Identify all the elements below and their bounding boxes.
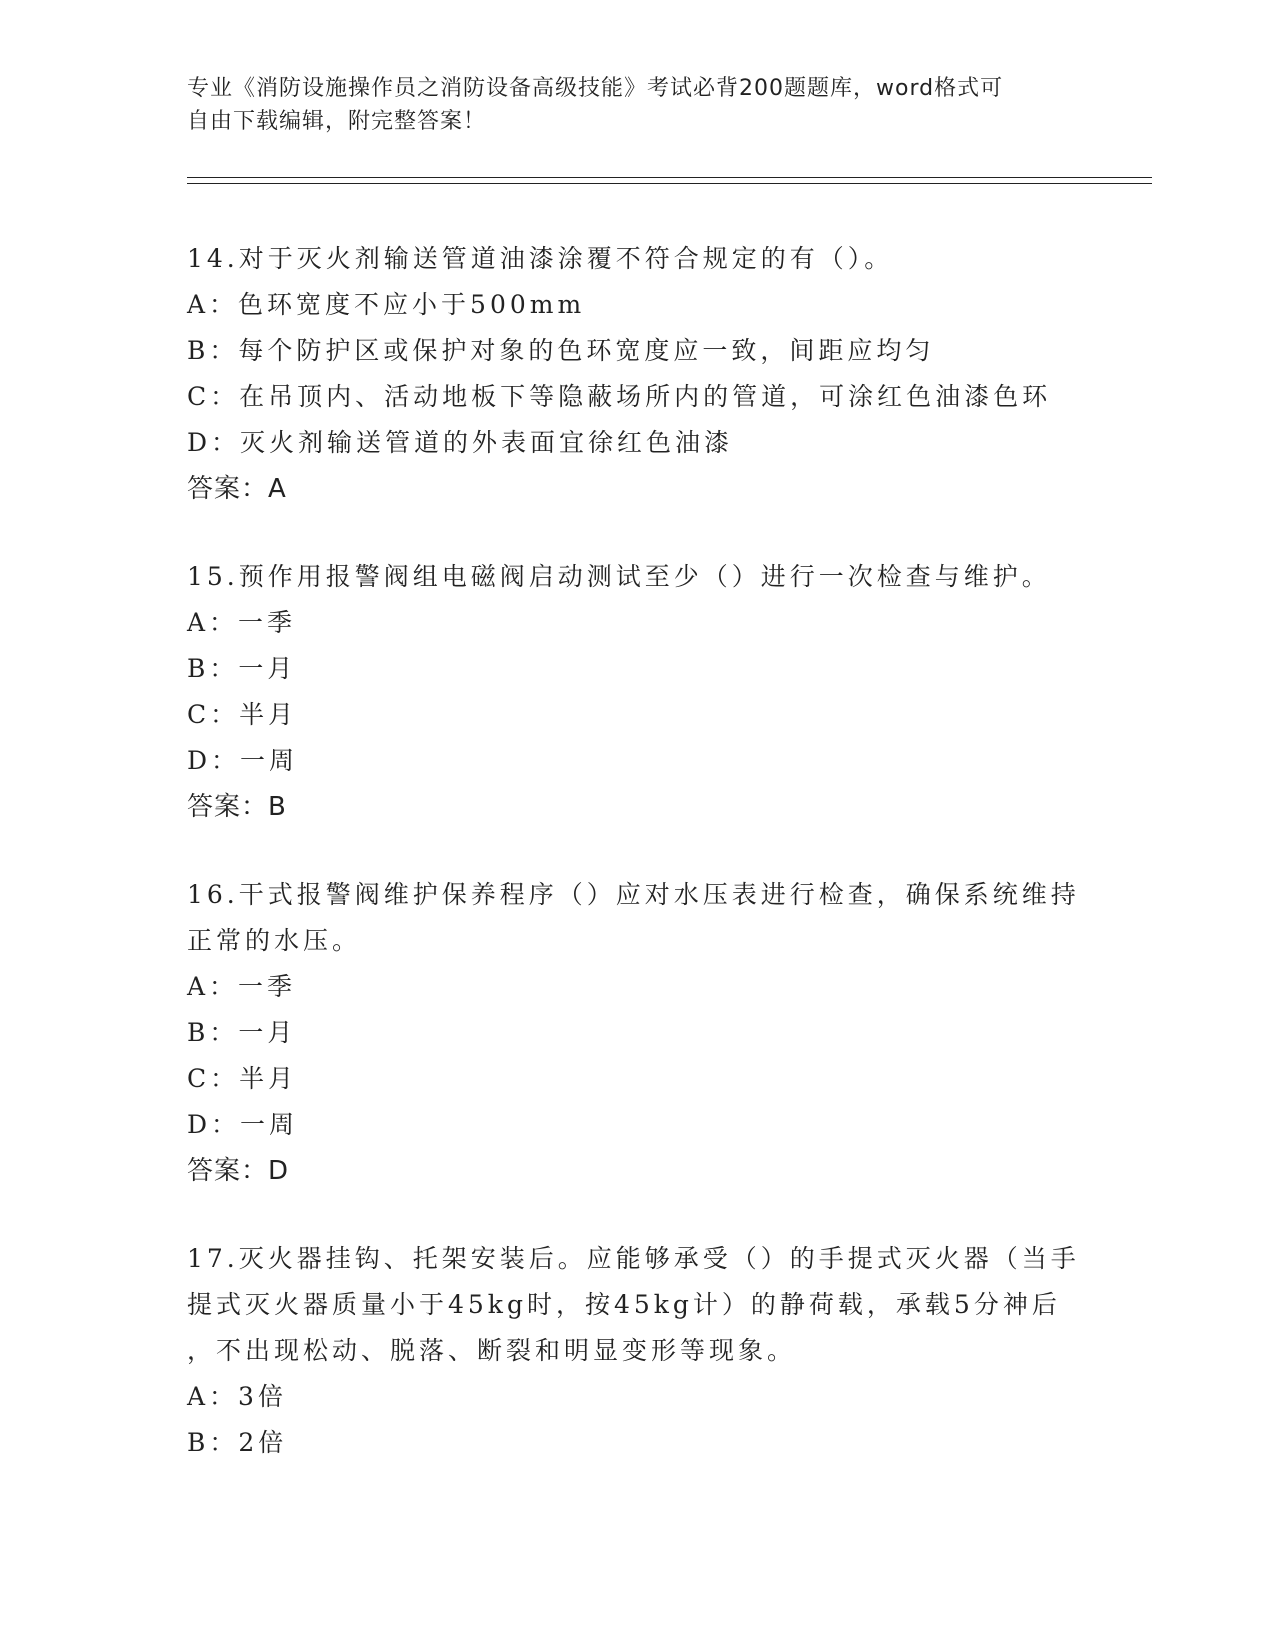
option-a: A：3倍 xyxy=(187,1382,287,1411)
question-stem-line: 正常的水压。 xyxy=(187,926,362,955)
answer: 答案：A xyxy=(187,474,287,504)
question-15 xyxy=(187,554,1087,830)
option-a: A：色环宽度不应小于500mm xyxy=(187,290,586,319)
option-b: B：每个防护区或保护对象的色环宽度应一致，间距应均匀 xyxy=(187,336,935,365)
question-stem-line: 15.预作用报警阀组电磁阀启动测试至少（）进行一次检查与维护。 xyxy=(187,562,1051,591)
option-c: C：在吊顶内、活动地板下等隐蔽场所内的管道，可涂红色油漆色环 xyxy=(187,382,1052,411)
question-list xyxy=(187,236,1087,1508)
option-a: A：一季 xyxy=(187,608,297,637)
document-header xyxy=(187,72,1067,138)
question-stem-line: ，不出现松动、脱落、断裂和明显变形等现象。 xyxy=(187,1336,797,1365)
header-divider-top xyxy=(187,177,1152,178)
question-stem xyxy=(187,872,1087,964)
question-stem xyxy=(187,236,1087,282)
header-line-1: 专业《消防设施操作员之消防设备高级技能》考试必背200题题库，word格式可 xyxy=(187,76,1004,101)
option-a: A：一季 xyxy=(187,972,297,1001)
question-16 xyxy=(187,872,1087,1194)
question-stem-line: 16.干式报警阀维护保养程序（）应对水压表进行检查，确保系统维持 xyxy=(187,880,1080,909)
question-stem xyxy=(187,1236,1087,1374)
option-d: D：一周 xyxy=(187,1110,299,1139)
header-line-2: 自由下载编辑，附完整答案！ xyxy=(187,109,487,134)
option-b: B：一月 xyxy=(187,1018,297,1047)
option-c: C：半月 xyxy=(187,700,298,729)
question-14 xyxy=(187,236,1087,512)
option-b: B：2倍 xyxy=(187,1428,288,1457)
question-stem-line: 17.灭火器挂钩、托架安装后。应能够承受（）的手提式灭火器（当手 xyxy=(187,1244,1080,1273)
answer: 答案：D xyxy=(187,1156,290,1186)
option-c: C：半月 xyxy=(187,1064,298,1093)
question-stem-line: 14.对于灭火剂输送管道油漆涂覆不符合规定的有（）。 xyxy=(187,244,894,273)
answer: 答案：B xyxy=(187,792,287,822)
question-stem-line: 提式灭火器质量小于45kg时，按45kg计）的静荷载，承载5分神后 xyxy=(187,1290,1061,1319)
option-d: D：灭火剂输送管道的外表面宜徐红色油漆 xyxy=(187,428,734,457)
header-divider-bottom xyxy=(187,183,1152,184)
question-17 xyxy=(187,1236,1087,1466)
option-b: B：一月 xyxy=(187,654,297,683)
question-stem xyxy=(187,554,1087,600)
option-d: D：一周 xyxy=(187,746,299,775)
